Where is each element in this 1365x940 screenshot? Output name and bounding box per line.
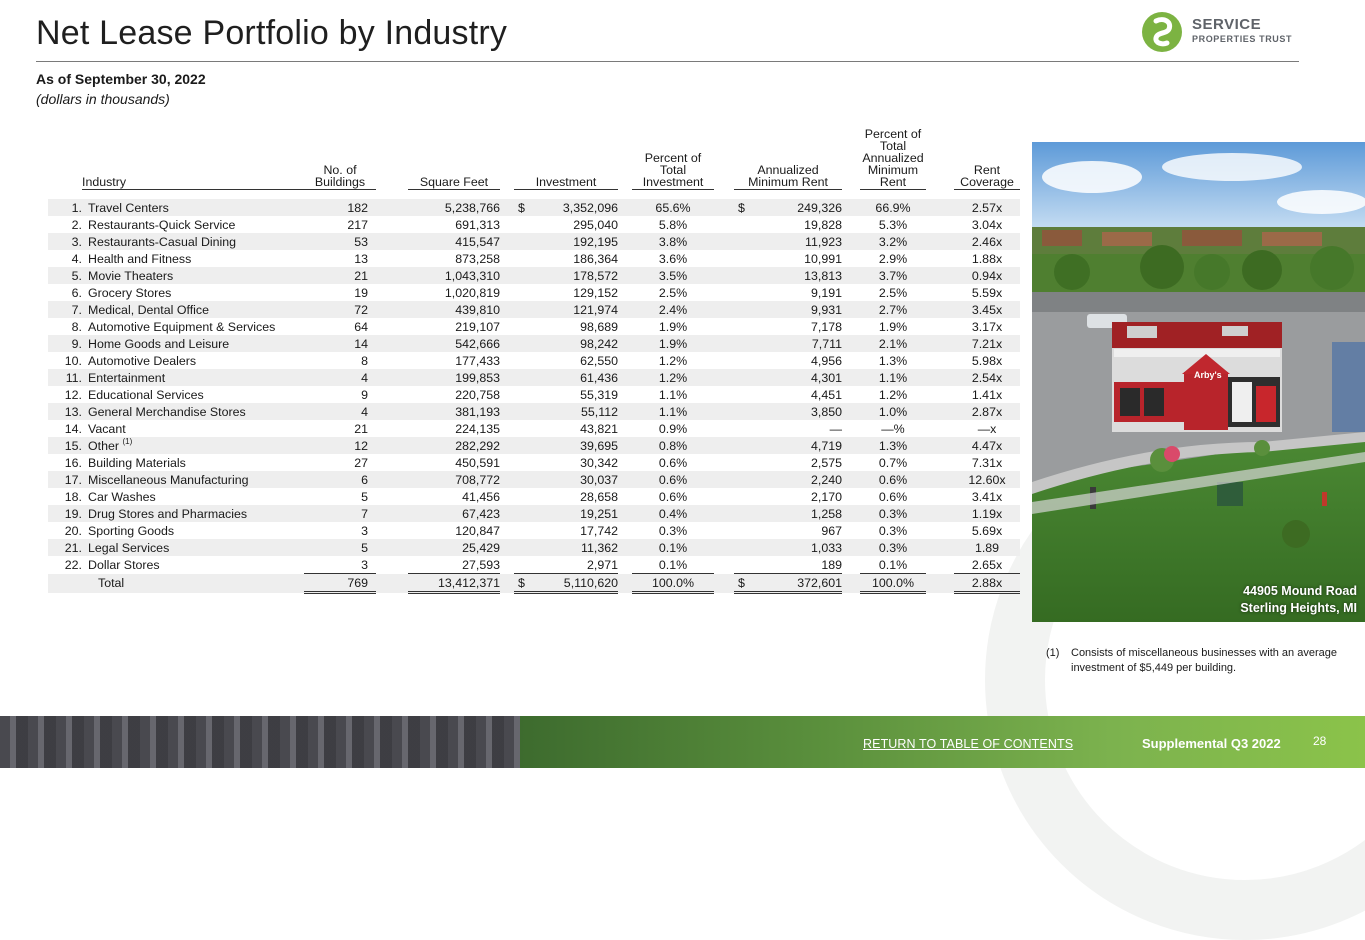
total-investment: $ 5,110,620 (514, 574, 618, 593)
pct-rent-cell: 0.6% (878, 489, 908, 504)
annualized-rent-cell: 4,451 (810, 387, 842, 402)
sqft-cell: 381,193 (408, 403, 500, 420)
table-row (48, 420, 1020, 437)
pct-investment-cell: 3.6% (658, 251, 688, 266)
table-row (48, 352, 1020, 369)
industry-cell: General Merchandise Stores (82, 403, 304, 420)
footnote-ref: (1) (122, 436, 133, 446)
sqft-cell: 708,772 (408, 471, 500, 488)
buildings-cell: 21 (354, 421, 368, 436)
row-number: 8. (71, 319, 82, 334)
pct-rent-cell: 5.3% (878, 217, 908, 232)
coverage-cell: 3.41x (971, 489, 1003, 504)
photo-caption (1240, 583, 1357, 617)
pct-rent-cell: 0.7% (878, 455, 908, 470)
investment-cell: 55,319 (580, 387, 618, 402)
annualized-rent-cell: 4,956 (810, 353, 842, 368)
pct-investment-cell: 1.2% (632, 369, 714, 386)
pct-rent-cell: 3.2% (860, 233, 926, 250)
row-number: 9. (48, 335, 82, 352)
row-number: 3. (48, 233, 82, 250)
industry-cell: Entertainment (82, 369, 304, 386)
svg-text:Arby's: Arby's (1194, 370, 1222, 380)
investment-cell: 19,251 (514, 505, 618, 522)
pct-investment-cell: 0.9% (658, 421, 688, 436)
pct-rent-cell: 0.3% (860, 505, 926, 522)
header-industry: Industry (82, 176, 304, 190)
coverage-cell: 2.54x (954, 369, 1020, 386)
row-number: 22. (64, 557, 82, 572)
investment-cell: 30,342 (580, 455, 618, 470)
table-header-row (48, 122, 1020, 192)
annualized-rent-cell: 3,850 (734, 403, 842, 420)
industry-table (48, 122, 1020, 594)
row-number: 19. (48, 505, 82, 522)
industry-cell: Travel Centers (82, 199, 304, 216)
company-logo (1142, 12, 1312, 52)
sqft-cell: 873,258 (455, 251, 500, 266)
buildings-cell: 14 (304, 335, 376, 352)
investment-cell: 98,242 (514, 335, 618, 352)
footer-building-image (0, 716, 520, 768)
pct-investment-cell: 0.1% (632, 539, 714, 556)
annualized-rent-cell: 2,170 (810, 489, 842, 504)
pct-investment-cell: 5.8% (658, 217, 688, 232)
row-number: 11. (48, 369, 82, 386)
row-number: 2. (71, 217, 82, 232)
coverage-cell: 3.17x (971, 319, 1003, 334)
footnote-marker: (1) (1046, 647, 1060, 659)
total-pct-investment: 100.0% (632, 574, 714, 593)
header-square-feet: Square Feet (408, 176, 500, 190)
pct-investment-cell: 0.8% (632, 437, 714, 454)
page-title: Net Lease Portfolio by Industry (36, 14, 508, 52)
pct-rent-cell: 2.9% (878, 251, 908, 266)
table-row (48, 505, 1020, 522)
annualized-rent-cell: 19,828 (804, 217, 842, 232)
investment-cell: $ 3,352,096 (514, 199, 618, 216)
table-row (48, 301, 1020, 318)
investment-cell: 55,112 (514, 403, 618, 420)
pct-rent-cell: 1.0% (860, 403, 926, 420)
buildings-cell: 5 (361, 489, 368, 504)
annualized-rent-cell: 1,033 (734, 539, 842, 556)
industry-cell: Medical, Dental Office (82, 301, 304, 318)
pct-rent-cell: 1.2% (878, 387, 908, 402)
investment-cell: 192,195 (514, 233, 618, 250)
pct-rent-cell: —% (881, 421, 905, 436)
pct-rent-cell: 2.1% (860, 335, 926, 352)
units-note: (dollars in thousands) (36, 91, 170, 107)
as-of-date: As of September 30, 2022 (36, 71, 206, 87)
table-row (48, 386, 1020, 403)
pct-investment-cell: 0.4% (632, 505, 714, 522)
sqft-cell: 27,593 (462, 557, 500, 572)
annualized-rent-cell: 11,923 (734, 233, 842, 250)
currency-symbol: $ (738, 200, 745, 215)
row-number: 14. (64, 421, 82, 436)
row-number: 21. (48, 539, 82, 556)
annualized-rent-cell: 10,991 (804, 251, 842, 266)
header-annualized-rent: Annualized Minimum Rent (734, 164, 842, 190)
industry-cell: Legal Services (82, 539, 304, 556)
annualized-rent-cell: 4,301 (734, 369, 842, 386)
sqft-cell: 120,847 (455, 523, 500, 538)
coverage-cell: 7.21x (954, 335, 1020, 352)
photo-caption-city: Sterling Heights, MI (1240, 601, 1357, 615)
industry-cell: Restaurants-Casual Dining (82, 233, 304, 250)
sqft-cell: 1,020,819 (444, 285, 500, 300)
total-row (48, 574, 1020, 593)
buildings-cell: 3 (361, 557, 368, 572)
sqft-cell: 5,238,766 (408, 199, 500, 216)
pct-rent-cell: 0.1% (878, 557, 908, 572)
pct-investment-cell: 0.6% (632, 471, 714, 488)
row-number: 18. (64, 489, 82, 504)
header-rent-coverage: Rent Coverage (954, 164, 1020, 190)
row-number: 4. (71, 251, 82, 266)
total-annualized-rent: $ 372,601 (734, 574, 842, 593)
buildings-cell: 13 (354, 251, 368, 266)
pct-rent-cell: 1.3% (860, 437, 926, 454)
coverage-cell: 0.94x (954, 267, 1020, 284)
coverage-cell: 2.65x (971, 557, 1003, 572)
header-pct-investment: Percent of Total Investment (632, 152, 714, 190)
table-row (48, 437, 1020, 454)
buildings-cell: 19 (354, 285, 368, 300)
annualized-rent-cell: 2,575 (810, 455, 842, 470)
header-buildings: No. of Buildings (304, 164, 376, 190)
annualized-rent-cell: — (829, 421, 842, 436)
coverage-cell: 2.87x (954, 403, 1020, 420)
annualized-rent-cell: 1,258 (734, 505, 842, 522)
buildings-cell: 12 (304, 437, 376, 454)
industry-cell: Home Goods and Leisure (82, 335, 304, 352)
annualized-rent-cell: 4,719 (734, 437, 842, 454)
table-row (48, 539, 1020, 556)
sqft-cell: 439,810 (408, 301, 500, 318)
sqft-cell: 1,043,310 (408, 267, 500, 284)
annualized-rent-cell: 9,931 (734, 301, 842, 318)
row-number: 16. (64, 455, 82, 470)
industry-cell: Drug Stores and Pharmacies (82, 505, 304, 522)
buildings-cell: 5 (304, 539, 376, 556)
pct-investment-cell: 0.1% (658, 557, 688, 572)
pct-rent-cell: 1.3% (878, 353, 908, 368)
investment-cell: 39,695 (514, 437, 618, 454)
table-row (48, 216, 1020, 233)
investment-cell: 2,971 (586, 557, 618, 572)
buildings-cell: 72 (304, 301, 376, 318)
coverage-cell: 1.89 (954, 539, 1020, 556)
row-number: 1. (48, 199, 82, 216)
table-row (48, 199, 1020, 216)
buildings-cell: 217 (347, 217, 368, 232)
footnote-text: Consists of miscellaneous businesses with an average investment of $5,449 per building. (1071, 647, 1337, 674)
investment-cell: 11,362 (514, 539, 618, 556)
property-photo (1032, 142, 1365, 625)
buildings-cell: 21 (304, 267, 376, 284)
pct-investment-cell: 0.6% (658, 489, 688, 504)
sqft-cell: 282,292 (408, 437, 500, 454)
pct-investment-cell: 2.4% (632, 301, 714, 318)
sqft-cell: 177,433 (455, 353, 500, 368)
table-row (48, 369, 1020, 386)
row-number: 15. (48, 437, 82, 454)
industry-cell: Grocery Stores (88, 285, 172, 300)
logo-mark-icon (1142, 12, 1182, 52)
table-row (48, 335, 1020, 352)
row-number: 12. (64, 387, 82, 402)
industry-cell: Car Washes (88, 489, 156, 504)
coverage-cell: 5.69x (971, 523, 1003, 538)
table-row (48, 556, 1020, 574)
sqft-cell: 450,591 (455, 455, 500, 470)
total-pct-rent: 100.0% (860, 574, 926, 593)
pct-rent-cell: 0.3% (860, 539, 926, 556)
table-row (48, 403, 1020, 420)
table-row (48, 318, 1020, 335)
buildings-cell: 53 (304, 233, 376, 250)
sqft-cell: 224,135 (455, 421, 500, 436)
buildings-cell: 6 (304, 471, 376, 488)
annualized-rent-cell: 967 (821, 523, 842, 538)
buildings-cell: 182 (304, 199, 376, 216)
table-row (48, 233, 1020, 250)
investment-cell: 98,689 (580, 319, 618, 334)
annualized-rent-cell: 2,240 (734, 471, 842, 488)
title-divider (36, 61, 1299, 62)
sqft-cell: 41,456 (462, 489, 500, 504)
row-number: 13. (48, 403, 82, 420)
total-sqft: 13,412,371 (408, 574, 500, 593)
buildings-cell: 7 (304, 505, 376, 522)
industry-cell: Automotive Dealers (88, 353, 197, 368)
pct-investment-cell: 3.5% (632, 267, 714, 284)
industry-cell: Vacant (88, 421, 126, 436)
pct-rent-cell: 0.3% (878, 523, 908, 538)
industry-cell: Other $^{(1)}$ (82, 437, 304, 454)
annualized-rent-cell: 7,711 (734, 335, 842, 352)
investment-cell: 30,037 (514, 471, 618, 488)
pct-investment-cell: 0.3% (658, 523, 688, 538)
table-row (48, 454, 1020, 471)
industry-cell: Automotive Equipment & Services (88, 319, 276, 334)
coverage-cell: 2.57x (954, 199, 1020, 216)
pct-rent-cell: 2.7% (860, 301, 926, 318)
coverage-cell: 7.31x (971, 455, 1003, 470)
pct-investment-cell: 1.9% (658, 319, 688, 334)
investment-cell: 17,742 (580, 523, 618, 538)
row-number: 10. (64, 353, 82, 368)
row-number: 5. (48, 267, 82, 284)
currency-symbol: $ (518, 200, 525, 215)
buildings-cell: 4 (304, 369, 376, 386)
investment-cell: 129,152 (573, 285, 618, 300)
row-number: 20. (64, 523, 82, 538)
pct-investment-cell: 0.6% (658, 455, 688, 470)
coverage-cell: 4.47x (954, 437, 1020, 454)
row-number: 7. (48, 301, 82, 318)
total-buildings: 769 (304, 574, 376, 593)
table-row (48, 284, 1020, 301)
table-row (48, 522, 1020, 539)
pct-investment-cell: 2.5% (658, 285, 688, 300)
coverage-cell: 5.98x (971, 353, 1003, 368)
table-row (48, 488, 1020, 505)
investment-cell: 121,974 (514, 301, 618, 318)
investment-cell: 28,658 (580, 489, 618, 504)
pct-rent-cell: 66.9% (860, 199, 926, 216)
total-label: Total (82, 574, 304, 593)
coverage-cell: 3.45x (954, 301, 1020, 318)
industry-cell: Miscellaneous Manufacturing (82, 471, 304, 488)
sqft-cell: 219,107 (455, 319, 500, 334)
photo-caption-address: 44905 Mound Road (1243, 584, 1357, 598)
pct-rent-cell: 2.5% (878, 285, 908, 300)
sqft-cell: 691,313 (455, 217, 500, 232)
annualized-rent-cell: $ 249,326 (734, 199, 842, 216)
industry-cell: Health and Fitness (88, 251, 192, 266)
row-number: 6. (71, 285, 82, 300)
coverage-cell: —x (977, 421, 997, 436)
pct-investment-cell: 1.1% (632, 403, 714, 420)
coverage-cell: 2.46x (954, 233, 1020, 250)
header-pct-rent: Percent of Total Annualized Minimum Rent (860, 128, 926, 190)
industry-cell: Movie Theaters (82, 267, 304, 284)
investment-cell: 61,436 (514, 369, 618, 386)
coverage-cell: 5.59x (971, 285, 1003, 300)
logo-wordmark-service: SERVICE (1192, 16, 1262, 33)
coverage-cell: 3.04x (971, 217, 1003, 232)
industry-cell: Dollar Stores (88, 557, 160, 572)
buildings-cell: 9 (361, 387, 368, 402)
return-to-contents-link[interactable]: RETURN TO TABLE OF CONTENTS (863, 737, 1074, 751)
total-coverage: 2.88x (954, 574, 1020, 593)
table-row (48, 250, 1020, 267)
investment-cell: 186,364 (573, 251, 618, 266)
coverage-cell: 1.19x (954, 505, 1020, 522)
pct-rent-cell: 1.9% (878, 319, 908, 334)
logo-wordmark-trust: PROPERTIES TRUST (1192, 34, 1293, 44)
annualized-rent-cell: 9,191 (810, 285, 842, 300)
annualized-rent-cell: 189 (821, 557, 842, 572)
sqft-cell: 415,547 (408, 233, 500, 250)
industry-cell: Restaurants-Quick Service (88, 217, 236, 232)
industry-cell: Sporting Goods (88, 523, 175, 538)
annualized-rent-cell: 7,178 (810, 319, 842, 334)
industry-cell: Educational Services (88, 387, 204, 402)
table-row (48, 267, 1020, 284)
investment-cell: 43,821 (580, 421, 618, 436)
pct-investment-cell: 1.9% (632, 335, 714, 352)
coverage-cell: 12.60x (954, 471, 1020, 488)
sqft-cell: 199,853 (408, 369, 500, 386)
investment-cell: 295,040 (573, 217, 618, 232)
pct-investment-cell: 65.6% (632, 199, 714, 216)
pct-rent-cell: 0.6% (860, 471, 926, 488)
page-number: 28 (1313, 734, 1327, 748)
header-investment: Investment (514, 176, 618, 190)
investment-cell: 178,572 (514, 267, 618, 284)
pct-investment-cell: 1.2% (658, 353, 688, 368)
sqft-cell: 220,758 (455, 387, 500, 402)
pct-rent-cell: 3.7% (860, 267, 926, 284)
buildings-cell: 64 (354, 319, 368, 334)
annualized-rent-cell: 13,813 (734, 267, 842, 284)
arbys-building-image (1032, 142, 1365, 625)
buildings-cell: 8 (361, 353, 368, 368)
coverage-cell: 1.88x (971, 251, 1003, 266)
sqft-cell: 67,423 (408, 505, 500, 522)
row-number: 17. (48, 471, 82, 488)
industry-cell: Building Materials (88, 455, 186, 470)
buildings-cell: 3 (361, 523, 368, 538)
sqft-cell: 25,429 (408, 539, 500, 556)
pct-rent-cell: 1.1% (860, 369, 926, 386)
table-row (48, 471, 1020, 488)
buildings-cell: 4 (304, 403, 376, 420)
pct-investment-cell: 1.1% (658, 387, 688, 402)
sqft-cell: 542,666 (408, 335, 500, 352)
coverage-cell: 1.41x (971, 387, 1003, 402)
supplemental-label: Supplemental Q3 2022 (1142, 736, 1281, 751)
investment-cell: 62,550 (580, 353, 618, 368)
pct-investment-cell: 3.8% (632, 233, 714, 250)
buildings-cell: 27 (354, 455, 368, 470)
